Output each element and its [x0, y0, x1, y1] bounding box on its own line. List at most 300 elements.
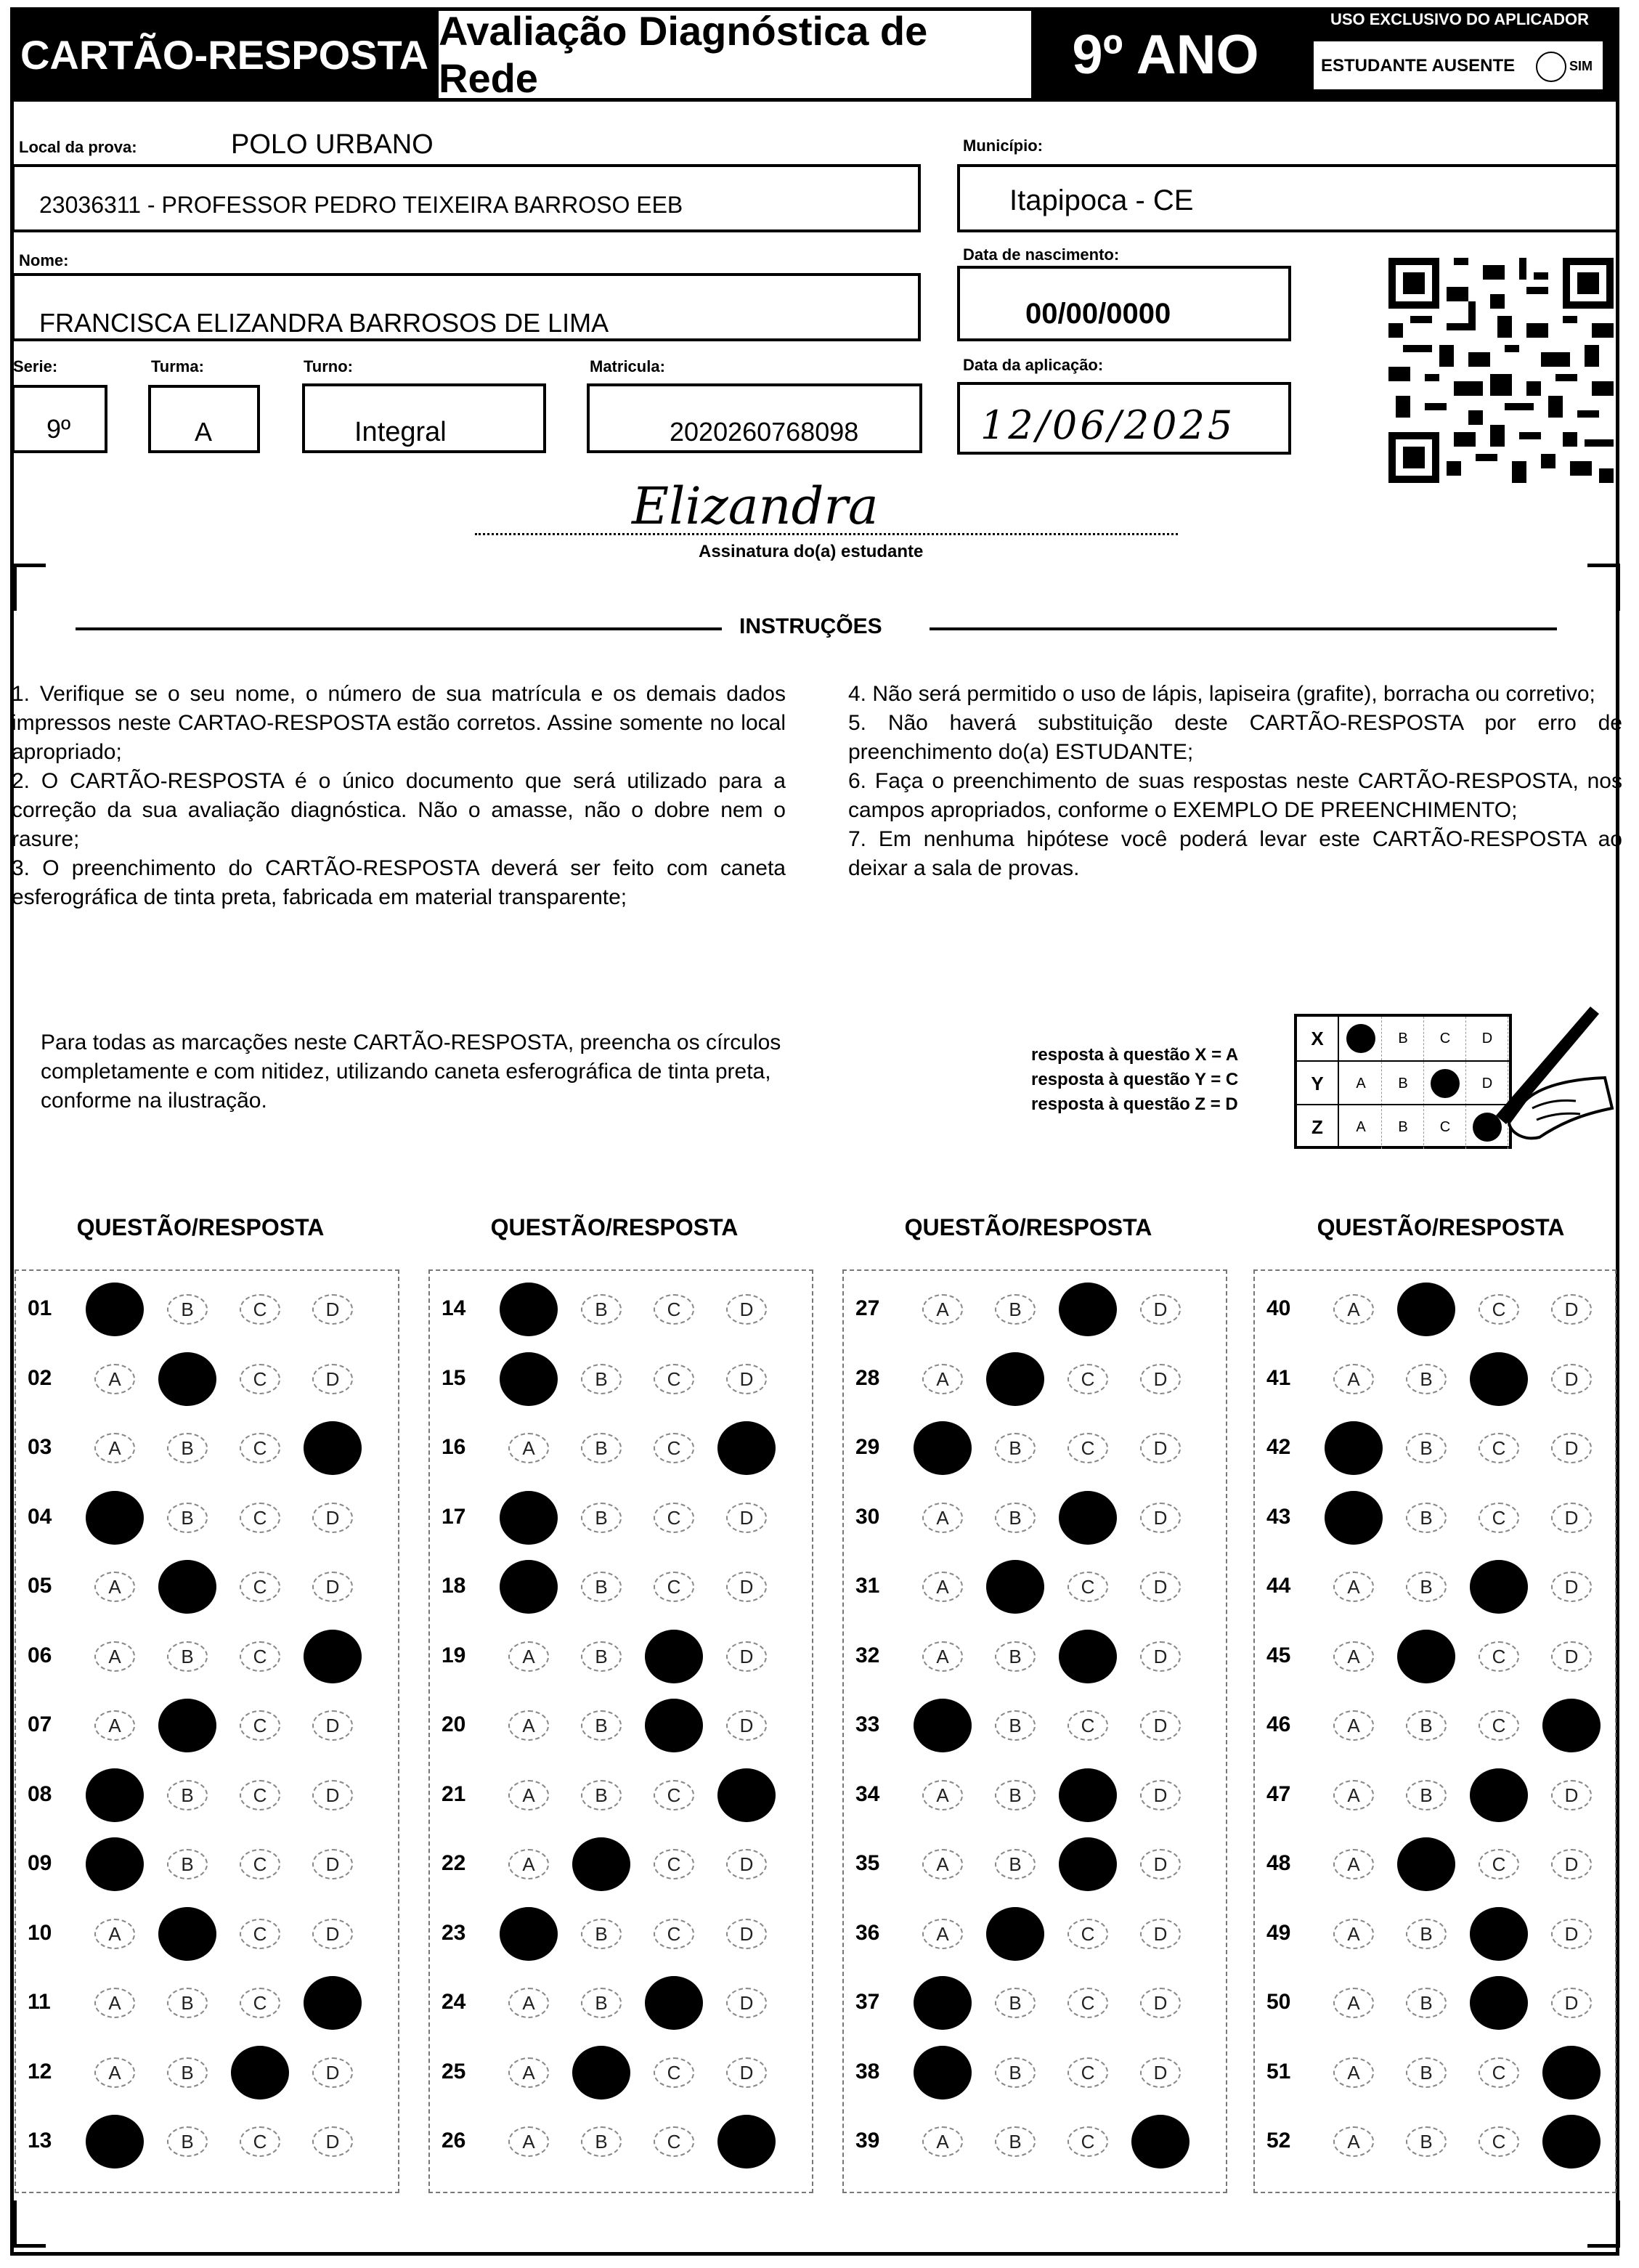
- answer-bubble-d[interactable]: D: [1551, 1919, 1592, 1949]
- answer-bubble-c[interactable]: C: [654, 1572, 694, 1602]
- answer-bubble-b[interactable]: B: [581, 1988, 622, 2018]
- answer-bubble-b[interactable]: B: [995, 2126, 1036, 2157]
- answer-bubble-d[interactable]: D: [312, 1572, 353, 1602]
- answer-bubble-b[interactable]: B: [995, 1294, 1036, 1325]
- instruction-5: 5. Não haverá substituição deste CARTÃO-RESPOSTA por erro de preenchimento do(a) ESTUDANTE;: [848, 711, 1622, 764]
- answer-bubble-b[interactable]: B: [581, 1364, 622, 1394]
- answer-bubble-a[interactable]: [500, 1491, 558, 1545]
- answer-bubble-d[interactable]: D: [726, 1503, 767, 1533]
- question-row: [442, 1418, 805, 1476]
- question-number: 05: [28, 1574, 52, 1598]
- answer-bubble-b[interactable]: B: [995, 1988, 1036, 2018]
- answer-bubble-a[interactable]: A: [94, 1641, 135, 1672]
- answer-bubble-d[interactable]: D: [312, 1294, 353, 1325]
- answer-bubble-b[interactable]: B: [995, 1710, 1036, 1741]
- question-number: 49: [1266, 1920, 1291, 1945]
- answer-bubble-d[interactable]: D: [1551, 1641, 1592, 1672]
- example-option-c: C: [1425, 1105, 1466, 1149]
- question-row: [28, 1349, 391, 1407]
- instructions-rule-right: [930, 627, 1557, 630]
- answer-bubble-d[interactable]: D: [726, 1710, 767, 1741]
- answer-bubble-c[interactable]: C: [240, 1572, 280, 1602]
- answer-bubble-b[interactable]: B: [1406, 1988, 1447, 2018]
- answer-bubble-b[interactable]: B: [581, 1294, 622, 1325]
- answer-bubble-b[interactable]: B: [581, 1641, 622, 1672]
- question-row: [28, 1627, 391, 1685]
- answer-bubble-b[interactable]: B: [581, 1780, 622, 1810]
- answer-bubble-a[interactable]: A: [94, 1433, 135, 1463]
- answer-bubble-a[interactable]: [914, 1976, 972, 2030]
- question-number: 18: [442, 1574, 466, 1598]
- answer-bubble-d[interactable]: [1542, 1699, 1601, 1752]
- answer-bubble-c[interactable]: C: [1479, 1710, 1519, 1741]
- answer-bubble-d[interactable]: D: [1551, 1364, 1592, 1394]
- answer-bubble-c[interactable]: C: [654, 1364, 694, 1394]
- municipio-label: Município:: [963, 137, 1043, 155]
- question-row: [442, 1696, 805, 1754]
- question-row: [1266, 1834, 1608, 1893]
- answer-bubble-c[interactable]: C: [1479, 2057, 1519, 2088]
- answer-bubble-c[interactable]: C: [1479, 1641, 1519, 1672]
- answer-bubble-b[interactable]: [986, 1352, 1044, 1406]
- answer-bubble-d[interactable]: D: [1140, 1710, 1181, 1741]
- question-row: [28, 2043, 391, 2101]
- example-grid: [1294, 1014, 1512, 1149]
- question-row: [442, 1834, 805, 1893]
- answer-bubble-a[interactable]: A: [1333, 1919, 1374, 1949]
- answer-bubble-a[interactable]: A: [922, 2126, 963, 2157]
- answer-bubble-d[interactable]: D: [1140, 1294, 1181, 1325]
- question-row: [855, 1280, 1219, 1338]
- answer-bubble-b[interactable]: [986, 1560, 1044, 1614]
- answer-bubble-c[interactable]: C: [240, 1710, 280, 1741]
- answer-bubble-b[interactable]: B: [581, 1503, 622, 1533]
- signature-value: Elizandra: [632, 476, 879, 536]
- answer-bubble-c[interactable]: C: [1479, 2126, 1519, 2157]
- answer-bubble-c[interactable]: C: [1479, 1503, 1519, 1533]
- question-number: 22: [442, 1851, 466, 1875]
- answer-bubble-d[interactable]: D: [312, 2126, 353, 2157]
- answer-bubble-d[interactable]: D: [726, 1919, 767, 1949]
- answer-bubble-d[interactable]: D: [1551, 1294, 1592, 1325]
- answer-bubble-c[interactable]: [1059, 1837, 1117, 1891]
- answer-bubble-c[interactable]: C: [1067, 1364, 1108, 1394]
- answer-bubble-a[interactable]: A: [1333, 1849, 1374, 1879]
- answer-bubble-d[interactable]: D: [1140, 1641, 1181, 1672]
- question-number: 41: [1266, 1365, 1291, 1390]
- aplicacao-value: 12/06/2025: [980, 402, 1236, 448]
- answer-bubble-b[interactable]: B: [167, 1503, 208, 1533]
- answer-bubble-a[interactable]: A: [1333, 2057, 1374, 2088]
- turno-label: Turno:: [304, 357, 354, 375]
- answer-bubble-b[interactable]: B: [995, 2057, 1036, 2088]
- answer-bubble-b[interactable]: B: [581, 1572, 622, 1602]
- question-row: [855, 1349, 1219, 1407]
- answer-bubble-b[interactable]: B: [995, 1433, 1036, 1463]
- answer-bubble-a[interactable]: A: [94, 1364, 135, 1394]
- answer-bubble-a[interactable]: A: [94, 1710, 135, 1741]
- answer-bubble-b[interactable]: B: [167, 2126, 208, 2157]
- answer-bubble-d[interactable]: D: [1140, 1364, 1181, 1394]
- question-number: 35: [855, 1851, 880, 1875]
- question-row: [442, 1627, 805, 1685]
- answer-bubble-c[interactable]: [645, 1699, 703, 1752]
- question-row: [28, 1904, 391, 1962]
- answer-bubble-d[interactable]: D: [1140, 1849, 1181, 1879]
- answer-bubble-c[interactable]: [1059, 1630, 1117, 1683]
- question-number: 24: [442, 1990, 466, 2014]
- answer-bubble-d[interactable]: D: [1551, 1780, 1592, 1810]
- answer-bubble-c[interactable]: C: [1479, 1849, 1519, 1879]
- answer-bubble-b[interactable]: B: [1406, 1710, 1447, 1741]
- answer-bubble-a[interactable]: A: [508, 1433, 549, 1463]
- answer-bubble-c[interactable]: C: [1067, 1572, 1108, 1602]
- answer-bubble-b[interactable]: B: [581, 2126, 622, 2157]
- answer-bubble-c[interactable]: [1470, 1976, 1528, 2030]
- question-number: 43: [1266, 1504, 1291, 1529]
- answer-bubble-c[interactable]: [1470, 1907, 1528, 1961]
- question-number: 07: [28, 1712, 52, 1736]
- example-line-x: resposta à questão X = A: [1031, 1045, 1239, 1065]
- answer-bubble-a[interactable]: A: [508, 2057, 549, 2088]
- question-row: [28, 1765, 391, 1824]
- absent-bubble[interactable]: [1536, 52, 1566, 82]
- nascimento-label: Data de nascimento:: [963, 245, 1120, 264]
- answer-bubble-c[interactable]: [1059, 1768, 1117, 1822]
- instructions-right: [848, 680, 1622, 883]
- question-row: [1266, 1627, 1608, 1685]
- answer-bubble-a[interactable]: A: [508, 2126, 549, 2157]
- question-number: 33: [855, 1712, 880, 1736]
- answer-bubble-b[interactable]: [158, 1560, 216, 1614]
- answer-bubble-b[interactable]: B: [1406, 1572, 1447, 1602]
- answer-bubble-a[interactable]: A: [922, 1919, 963, 1949]
- question-number: 42: [1266, 1435, 1291, 1459]
- answer-bubble-b[interactable]: [572, 2046, 630, 2100]
- answer-bubble-d[interactable]: D: [1140, 1988, 1181, 2018]
- answer-bubble-c[interactable]: C: [1479, 1433, 1519, 1463]
- answer-bubble-a[interactable]: [914, 2046, 972, 2100]
- answer-bubble-b[interactable]: B: [167, 1433, 208, 1463]
- question-number: 25: [442, 2059, 466, 2084]
- answer-bubble-b[interactable]: B: [581, 1919, 622, 1949]
- answer-bubble-d[interactable]: D: [1140, 2057, 1181, 2088]
- answer-bubble-d[interactable]: D: [312, 1919, 353, 1949]
- answer-bubble-d[interactable]: D: [1140, 1780, 1181, 1810]
- answer-bubble-d[interactable]: [1131, 2115, 1189, 2169]
- answer-bubble-a[interactable]: A: [922, 1780, 963, 1810]
- question-row: [855, 2043, 1219, 2101]
- serie-label: Serie:: [13, 357, 58, 375]
- answer-bubble-a[interactable]: [86, 2115, 144, 2169]
- answer-bubble-a[interactable]: A: [922, 1572, 963, 1602]
- question-row: [1266, 1349, 1608, 1407]
- answer-bubble-b[interactable]: B: [167, 2057, 208, 2088]
- answer-bubble-c[interactable]: C: [1067, 2126, 1108, 2157]
- example-option-b: B: [1383, 1062, 1424, 1105]
- question-number: 46: [1266, 1712, 1291, 1736]
- answer-bubble-a[interactable]: A: [922, 1503, 963, 1533]
- question-number: 03: [28, 1435, 52, 1459]
- answer-bubble-c[interactable]: C: [654, 2126, 694, 2157]
- qr-code: [1388, 256, 1614, 485]
- answer-bubble-d[interactable]: D: [1551, 1988, 1592, 2018]
- answer-bubble-c[interactable]: C: [240, 1988, 280, 2018]
- answer-bubble-c[interactable]: [1059, 1283, 1117, 1336]
- answer-bubble-b[interactable]: [158, 1907, 216, 1961]
- answer-bubble-b[interactable]: B: [995, 1849, 1036, 1879]
- answer-bubble-b[interactable]: B: [1406, 1364, 1447, 1394]
- answer-bubble-c[interactable]: C: [1067, 1988, 1108, 2018]
- answer-bubble-b[interactable]: B: [581, 1710, 622, 1741]
- answer-bubble-c[interactable]: C: [1067, 1433, 1108, 1463]
- answers-column-header: QUESTÃO/RESPOSTA: [490, 1214, 739, 1240]
- example-option-a: [1341, 1017, 1382, 1060]
- answer-bubble-d[interactable]: D: [312, 1364, 353, 1394]
- answer-bubble-c[interactable]: C: [1067, 2057, 1108, 2088]
- answer-bubble-d[interactable]: D: [1551, 1503, 1592, 1533]
- question-row: [442, 1765, 805, 1824]
- answers-column-header: QUESTÃO/RESPOSTA: [1317, 1214, 1565, 1240]
- answer-bubble-d[interactable]: [304, 1421, 362, 1475]
- answer-bubble-b[interactable]: B: [1406, 2126, 1447, 2157]
- question-row: [855, 1765, 1219, 1824]
- answer-bubble-c[interactable]: C: [240, 1294, 280, 1325]
- answer-bubble-b[interactable]: B: [167, 1849, 208, 1879]
- answer-bubble-a[interactable]: A: [1333, 1572, 1374, 1602]
- question-number: 01: [28, 1296, 52, 1320]
- answer-bubble-b[interactable]: B: [995, 1780, 1036, 1810]
- answer-bubble-c[interactable]: C: [240, 1364, 280, 1394]
- answer-bubble-b[interactable]: [158, 1699, 216, 1752]
- answer-bubble-a[interactable]: [1325, 1421, 1383, 1475]
- answer-bubble-a[interactable]: [1325, 1491, 1383, 1545]
- answer-bubble-c[interactable]: [1470, 1768, 1528, 1822]
- answer-bubble-b[interactable]: B: [1406, 1919, 1447, 1949]
- answer-bubble-a[interactable]: A: [94, 2057, 135, 2088]
- answer-bubble-a[interactable]: A: [1333, 2126, 1374, 2157]
- answer-bubble-d[interactable]: D: [726, 1988, 767, 2018]
- answer-bubble-a[interactable]: A: [94, 1572, 135, 1602]
- question-number: 08: [28, 1781, 52, 1806]
- question-number: 31: [855, 1574, 880, 1598]
- question-row: [855, 2112, 1219, 2170]
- answer-bubble-a[interactable]: [86, 1283, 144, 1336]
- answer-bubble-d[interactable]: D: [312, 1710, 353, 1741]
- question-row: [28, 1280, 391, 1338]
- answer-bubble-d[interactable]: D: [312, 2057, 353, 2088]
- answer-bubble-d[interactable]: D: [726, 1364, 767, 1394]
- answer-bubble-a[interactable]: A: [1333, 1710, 1374, 1741]
- answer-bubble-c[interactable]: C: [654, 1849, 694, 1879]
- answer-bubble-d[interactable]: [717, 1421, 776, 1475]
- answer-bubble-d[interactable]: D: [312, 1503, 353, 1533]
- answer-bubble-c[interactable]: [1470, 1352, 1528, 1406]
- answer-bubble-c[interactable]: C: [654, 2057, 694, 2088]
- local-value: POLO URBANO: [231, 129, 434, 160]
- answer-bubble-c[interactable]: C: [1067, 1919, 1108, 1949]
- answer-bubble-c[interactable]: C: [240, 1919, 280, 1949]
- matricula-value: 2020260768098: [670, 417, 859, 447]
- question-number: 52: [1266, 2129, 1291, 2153]
- answer-bubble-c[interactable]: C: [240, 2126, 280, 2157]
- answer-bubble-b[interactable]: B: [581, 1433, 622, 1463]
- answer-bubble-d[interactable]: D: [312, 1780, 353, 1810]
- answer-bubble-d[interactable]: [1542, 2115, 1601, 2169]
- instruction-7: 7. Em nenhuma hipótese você poderá levar este CARTÃO-RESPOSTA ao deixar a sala de provas.: [848, 827, 1622, 880]
- question-number: 44: [1266, 1574, 1291, 1598]
- instruction-3: 3. O preenchimento do CARTÃO-RESPOSTA deverá ser feito com caneta esferográfica de tinta preta, fabricada em material transparente;: [12, 856, 786, 909]
- answer-bubble-c[interactable]: C: [654, 1503, 694, 1533]
- answer-bubble-b[interactable]: B: [167, 1641, 208, 1672]
- answer-bubble-b[interactable]: B: [167, 1294, 208, 1325]
- answer-bubble-d[interactable]: D: [1140, 1572, 1181, 1602]
- answer-bubble-b[interactable]: [158, 1352, 216, 1406]
- answer-bubble-d[interactable]: D: [1551, 1849, 1592, 1879]
- answer-bubble-a[interactable]: A: [922, 1849, 963, 1879]
- answer-bubble-d[interactable]: D: [726, 1849, 767, 1879]
- question-number: 04: [28, 1504, 52, 1529]
- answer-bubble-a[interactable]: [500, 1352, 558, 1406]
- question-number: 30: [855, 1504, 880, 1529]
- answer-bubble-a[interactable]: A: [1333, 1364, 1374, 1394]
- answer-bubble-d[interactable]: D: [726, 1294, 767, 1325]
- turma-label: Turma:: [151, 357, 204, 375]
- answer-bubble-c[interactable]: C: [240, 1433, 280, 1463]
- answer-bubble-a[interactable]: [86, 1837, 144, 1891]
- matricula-label: Matricula:: [590, 357, 665, 375]
- answer-bubble-c[interactable]: C: [240, 1780, 280, 1810]
- question-number: 51: [1266, 2059, 1291, 2084]
- answer-bubble-a[interactable]: A: [94, 1988, 135, 2018]
- filled-bubble-icon: [1346, 1024, 1375, 1053]
- example-option-a: A: [1341, 1105, 1382, 1149]
- answer-bubble-b[interactable]: B: [167, 1780, 208, 1810]
- answer-bubble-a[interactable]: A: [508, 1710, 549, 1741]
- answer-bubble-b[interactable]: [1397, 1283, 1455, 1336]
- answer-bubble-d[interactable]: [1542, 2046, 1601, 2100]
- answer-bubble-b[interactable]: [1397, 1630, 1455, 1683]
- answer-bubble-b[interactable]: B: [1406, 1433, 1447, 1463]
- answer-bubble-c[interactable]: [645, 1630, 703, 1683]
- answer-bubble-b[interactable]: B: [995, 1503, 1036, 1533]
- question-number: 17: [442, 1504, 466, 1529]
- question-row: [442, 1557, 805, 1615]
- instruction-1: 1. Verifique se o seu nome, o número de sua matrícula e os demais dados impressos neste CARTAO-RESPOSTA estão corretos. Assine somente no local apropriado;: [12, 682, 786, 764]
- answer-bubble-d[interactable]: D: [1140, 1919, 1181, 1949]
- question-row: [1266, 1557, 1608, 1615]
- answer-bubble-c[interactable]: [231, 2046, 289, 2100]
- answer-bubble-d[interactable]: D: [1551, 1572, 1592, 1602]
- answer-bubble-a[interactable]: [500, 1560, 558, 1614]
- answer-bubble-a[interactable]: A: [508, 1988, 549, 2018]
- answer-bubble-a[interactable]: A: [922, 1294, 963, 1325]
- answer-bubble-a[interactable]: [500, 1283, 558, 1336]
- answer-bubble-d[interactable]: D: [312, 1849, 353, 1879]
- answer-bubble-c[interactable]: C: [654, 1780, 694, 1810]
- answer-bubble-c[interactable]: C: [654, 1433, 694, 1463]
- answer-bubble-a[interactable]: A: [94, 1919, 135, 1949]
- answer-bubble-a[interactable]: [914, 1699, 972, 1752]
- answer-bubble-a[interactable]: A: [1333, 1988, 1374, 2018]
- answer-bubble-a[interactable]: A: [508, 1641, 549, 1672]
- answer-bubble-c[interactable]: C: [240, 1503, 280, 1533]
- answer-bubble-d[interactable]: [717, 1768, 776, 1822]
- answer-bubble-a[interactable]: A: [1333, 1294, 1374, 1325]
- example-lines: [1031, 1043, 1238, 1117]
- answer-bubble-b[interactable]: [572, 1837, 630, 1891]
- question-row: [855, 1696, 1219, 1754]
- answer-bubble-d[interactable]: D: [1140, 1503, 1181, 1533]
- question-row: [28, 2112, 391, 2170]
- question-number: 19: [442, 1643, 466, 1667]
- answer-bubble-a[interactable]: A: [922, 1641, 963, 1672]
- question-row: [28, 1973, 391, 2031]
- signature-label: Assinatura do(a) estudante: [699, 542, 924, 561]
- answer-bubble-d[interactable]: [304, 1630, 362, 1683]
- question-number: 21: [442, 1781, 466, 1806]
- answer-bubble-a[interactable]: A: [1333, 1641, 1374, 1672]
- answer-bubble-a[interactable]: A: [508, 1849, 549, 1879]
- answer-bubble-c[interactable]: [1059, 1491, 1117, 1545]
- answer-bubble-d[interactable]: D: [726, 2057, 767, 2088]
- example-option-c: C: [1425, 1017, 1466, 1060]
- answer-bubble-c[interactable]: C: [240, 1849, 280, 1879]
- answer-bubble-b[interactable]: B: [1406, 2057, 1447, 2088]
- answer-bubble-d[interactable]: D: [726, 1572, 767, 1602]
- answer-bubble-b[interactable]: B: [167, 1988, 208, 2018]
- answer-bubble-c[interactable]: C: [1479, 1294, 1519, 1325]
- corner-bottom-right: [1587, 2200, 1620, 2248]
- question-row: [28, 1834, 391, 1893]
- answer-bubble-b[interactable]: B: [1406, 1503, 1447, 1533]
- question-number: 27: [855, 1296, 880, 1320]
- question-number: 45: [1266, 1643, 1291, 1667]
- answer-bubble-a[interactable]: A: [1333, 1780, 1374, 1810]
- answer-bubble-c[interactable]: C: [1067, 1710, 1108, 1741]
- question-number: 50: [1266, 1990, 1291, 2014]
- question-row: [1266, 1696, 1608, 1754]
- question-row: [1266, 1280, 1608, 1338]
- answer-bubble-b[interactable]: B: [995, 1641, 1036, 1672]
- answer-bubble-d[interactable]: D: [1140, 1433, 1181, 1463]
- answer-bubble-a[interactable]: [914, 1421, 972, 1475]
- question-row: [855, 1557, 1219, 1615]
- question-row: [28, 1418, 391, 1476]
- answer-bubble-a[interactable]: [86, 1768, 144, 1822]
- answer-bubble-d[interactable]: D: [726, 1641, 767, 1672]
- answer-bubble-b[interactable]: [1397, 1837, 1455, 1891]
- question-number: 29: [855, 1435, 880, 1459]
- answer-bubble-c[interactable]: [645, 1976, 703, 2030]
- answer-bubble-c[interactable]: [1470, 1560, 1528, 1614]
- answer-bubble-b[interactable]: [986, 1907, 1044, 1961]
- answer-bubble-a[interactable]: A: [508, 1780, 549, 1810]
- absent-label: ESTUDANTE AUSENTE: [1321, 56, 1516, 76]
- answer-bubble-c[interactable]: C: [654, 1294, 694, 1325]
- answer-bubble-d[interactable]: [304, 1976, 362, 2030]
- answer-bubble-a[interactable]: [86, 1491, 144, 1545]
- instruction-4: 4. Não será permitido o uso de lápis, lapiseira (grafite), borracha ou corretivo;: [848, 682, 1595, 706]
- answer-bubble-c[interactable]: C: [654, 1919, 694, 1949]
- answer-bubble-a[interactable]: [500, 1907, 558, 1961]
- answer-bubble-b[interactable]: B: [1406, 1780, 1447, 1810]
- answer-bubble-a[interactable]: A: [922, 1364, 963, 1394]
- question-row: [442, 1488, 805, 1546]
- answer-bubble-d[interactable]: [717, 2115, 776, 2169]
- answer-bubble-c[interactable]: C: [240, 1641, 280, 1672]
- answer-bubble-d[interactable]: D: [1551, 1433, 1592, 1463]
